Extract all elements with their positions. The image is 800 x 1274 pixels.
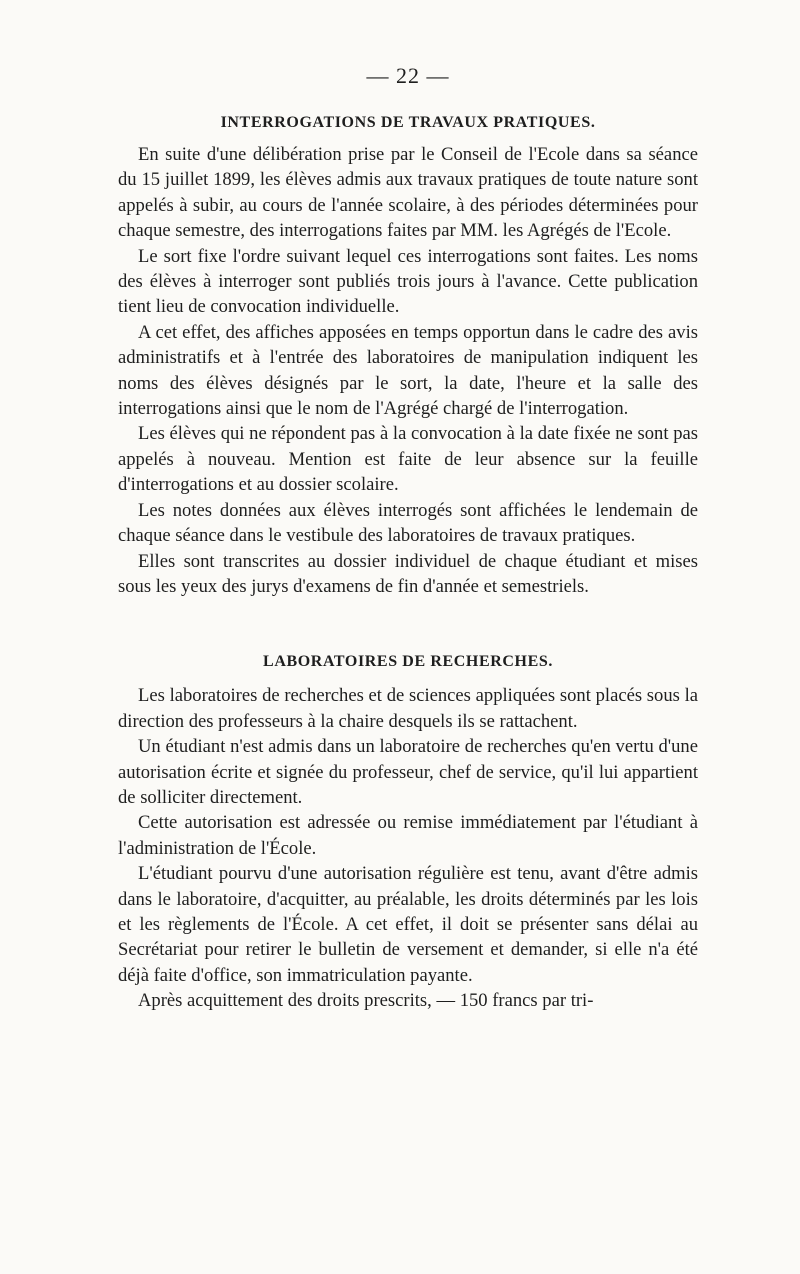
paragraph: Elles sont transcrites au dossier individuel de chaque étudiant et mises sous les yeux des jurys d'examens de fin d'année et semestriels.: [118, 550, 698, 597]
paragraph: Le sort fixe l'ordre suivant lequel ces interrogations sont faites. Les noms des élèves à interroger sont publiés trois jours à l'avance. Cette publication tient lieu de convocation individuelle.: [118, 245, 698, 318]
section-heading-laboratoires: LABORATOIRES DE RECHERCHES.: [263, 653, 553, 671]
section-interrogations: [118, 142, 698, 599]
document-page: [118, 62, 698, 1014]
page-number: — 22 —: [366, 63, 450, 88]
section-laboratoires: [118, 683, 698, 1013]
section-heading-interrogations: INTERROGATIONS DE TRAVAUX PRATIQUES.: [220, 114, 596, 131]
paragraph: Les laboratoires de recherches et de sciences appliquées sont placés sous la direction des professeurs à la chaire desquels ils se rattachent.: [118, 685, 698, 732]
paragraph: Un étudiant n'est admis dans un laboratoire de recherches qu'en vertu d'une autorisation écrite et signée du professeur, chef de service, qu'il lui appartient de solliciter directement.: [118, 736, 698, 808]
paragraph: Après acquittement des droits prescrits, — 150 francs par tri-: [138, 990, 594, 1012]
paragraph: Cette autorisation est adressée ou remise immédiatement par l'étudiant à l'administration de l'École.: [118, 812, 698, 859]
paragraph: L'étudiant pourvu d'une autorisation régulière est tenu, avant d'être admis dans le laboratoire, d'acquitter, au préalable, les droits déterminés par les lois et les règlements de l'École. A cet effet, il doit se présenter sans délai au Secrétariat pour retirer le bulletin de versement et demander, si elle n'a été déjà faite d'office, son immatriculation payante.: [118, 863, 698, 986]
paragraph: Les notes données aux élèves interrogés sont affichées le lendemain de chaque séance dans le vestibule des laboratoires de travaux pratiques.: [118, 499, 698, 547]
paragraph: En suite d'une délibération prise par le Conseil de l'Ecole dans sa séance du 15 juillet 1899, les élèves admis aux travaux pratiques de toute nature sont appelés à subir, au cours de l'année scolaire, à des périodes déterminées pour chaque semestre, des interrogations faites par MM. les Agrégés de l'Ecole.: [118, 144, 698, 242]
paragraph: Les élèves qui ne répondent pas à la convocation à la date fixée ne sont pas appelés à nouveau. Mention est faite de leur absence sur la feuille d'interrogations et au dossier scolaire.: [118, 423, 698, 496]
paragraph: A cet effet, des affiches apposées en temps opportun dans le cadre des avis administratifs et à l'entrée des laboratoires de manipulation indiquent les noms des élèves désignés par le sort, la date, l'heure et la salle des interrogations ainsi que le nom de l'Agrégé chargé de l'interrogation.: [118, 321, 698, 420]
